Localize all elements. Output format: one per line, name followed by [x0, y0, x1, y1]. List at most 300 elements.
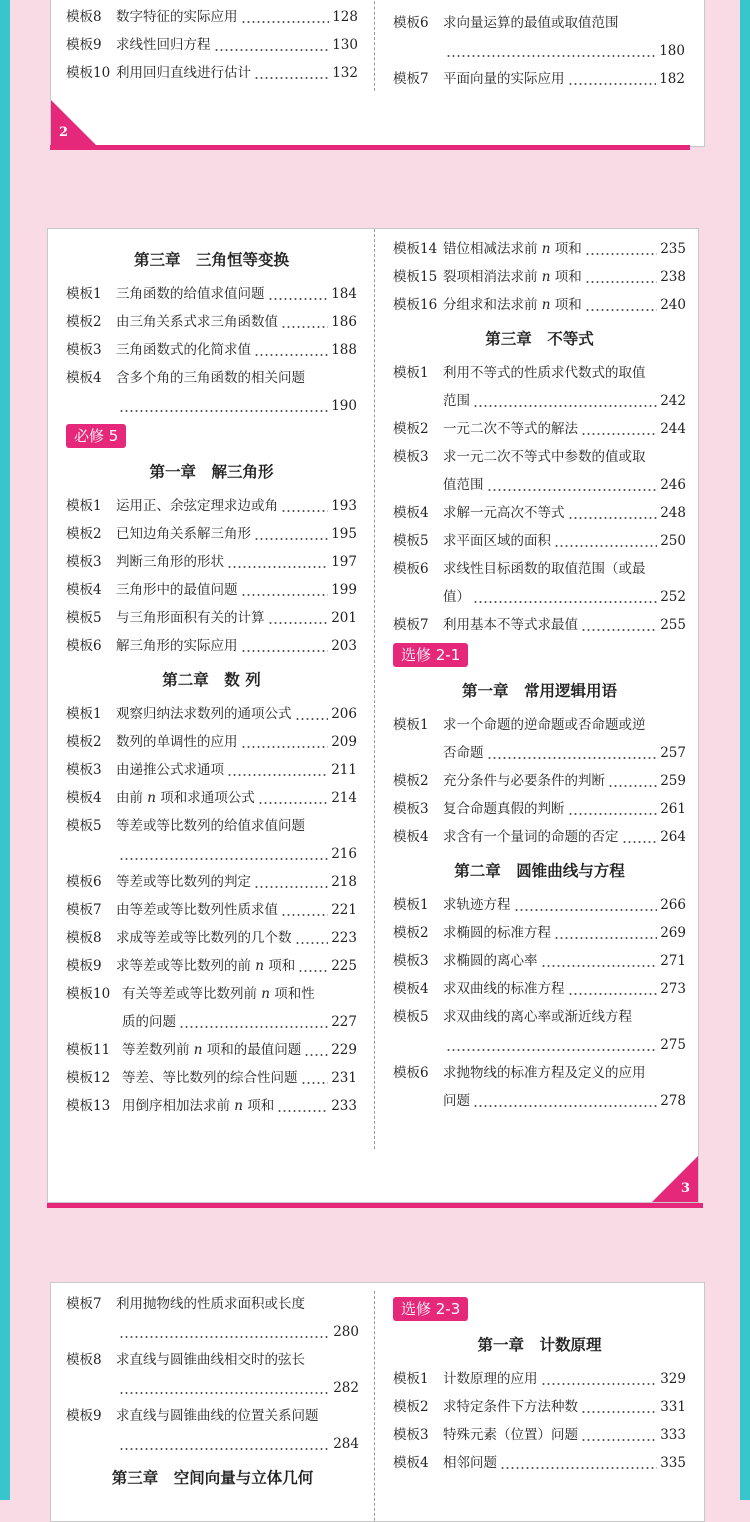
toc-entry[interactable]	[393, 359, 686, 387]
page-ref: 199	[331, 582, 357, 598]
entry-title: 与三角形面积有关的计算	[116, 610, 265, 626]
toc-entry[interactable]	[393, 767, 686, 795]
toc-entry[interactable]	[393, 65, 685, 93]
toc-entry[interactable]	[66, 952, 357, 980]
leader-dots	[304, 1036, 328, 1064]
leader-dots	[581, 1421, 657, 1449]
toc-entry[interactable]	[66, 364, 357, 392]
entry-title: 求轨迹方程	[443, 897, 511, 913]
page-ref: 211	[331, 762, 357, 778]
toc-entry[interactable]	[393, 1059, 686, 1087]
left-column	[66, 1290, 359, 1498]
toc-entry[interactable]	[66, 280, 357, 308]
section-badge: 选修 2-3	[393, 1297, 468, 1321]
toc-entry[interactable]	[66, 336, 357, 364]
entry-title: 三角形中的最值问题	[116, 582, 238, 598]
template-code: 模板7	[393, 71, 429, 87]
leader-dots	[585, 263, 657, 291]
template-code: 模板6	[66, 638, 102, 654]
template-code: 模板4	[393, 505, 429, 521]
entry-title: 有关等差或等比数列前 n 项和性	[122, 986, 315, 1002]
page-bottom-bar	[50, 145, 690, 150]
toc-entry-continuation[interactable]	[393, 387, 686, 415]
toc-entry[interactable]	[66, 1036, 357, 1064]
book-page-4	[50, 1282, 705, 1522]
entry-title: 解三角形的实际应用	[116, 638, 238, 654]
page-ref: 257	[660, 745, 686, 761]
entry-title: 由等差或等比数列性质求值	[116, 902, 278, 918]
right-edge-strip	[740, 0, 750, 1500]
section-badge: 必修 5	[66, 424, 126, 448]
toc-entry[interactable]	[66, 59, 358, 87]
page-ref: 331	[660, 1399, 686, 1415]
leader-dots	[622, 823, 658, 851]
page-ref: 280	[333, 1324, 359, 1340]
page-ref: 130	[332, 37, 358, 53]
page-ref: 193	[331, 498, 357, 514]
leader-dots	[514, 891, 658, 919]
entry-title: 求线性回归方程	[116, 37, 211, 53]
template-code: 模板2	[393, 1399, 429, 1415]
page-ref: 271	[660, 953, 686, 969]
leader-dots	[585, 291, 657, 319]
page-ref: 264	[660, 829, 686, 845]
entry-title: 值范围	[443, 477, 484, 493]
toc-entry[interactable]	[66, 520, 357, 548]
chapter-heading: 第二章 数 列	[162, 671, 261, 689]
entry-title: 用倒序相加法求前 n 项和	[122, 1098, 275, 1114]
template-code: 模板8	[66, 930, 102, 946]
template-code: 模板3	[66, 554, 102, 570]
toc-entry[interactable]	[393, 291, 686, 319]
leader-dots	[241, 3, 330, 31]
entry-title: 等差或等比数列的给值求值问题	[116, 818, 305, 834]
left-column	[66, 3, 358, 87]
toc-entry[interactable]	[393, 1421, 686, 1449]
entry-title: 否命题	[443, 745, 484, 761]
leader-dots	[241, 576, 329, 604]
toc-entry[interactable]	[393, 1449, 686, 1477]
toc-entry[interactable]	[66, 1402, 359, 1430]
page-ref: 235	[660, 241, 686, 257]
leader-dots	[500, 1449, 657, 1477]
leader-dots	[298, 952, 328, 980]
page-ref: 231	[331, 1070, 357, 1086]
leader-dots	[554, 527, 657, 555]
toc-entry-continuation[interactable]	[66, 1008, 357, 1036]
entry-title: 利用回归直线进行估计	[116, 65, 251, 81]
template-code: 模板1	[66, 286, 102, 302]
page-ref: 195	[331, 526, 357, 542]
entry-title: 由递推公式求通项	[116, 762, 224, 778]
page-ref: 275	[660, 1037, 686, 1053]
template-code: 模板11	[66, 1042, 111, 1058]
chapter-heading: 第一章 解三角形	[149, 463, 274, 481]
template-code: 模板14	[393, 241, 438, 257]
page-ref: 261	[660, 801, 686, 817]
leader-dots	[301, 1064, 329, 1092]
page-ref: 244	[660, 421, 686, 437]
template-code: 模板3	[393, 449, 429, 465]
template-code: 模板1	[393, 1371, 429, 1387]
page-ref: 252	[660, 589, 686, 605]
entry-title: 利用抛物线的性质求面积或长度	[116, 1296, 305, 1312]
entry-title: 利用基本不等式求最值	[443, 617, 578, 633]
toc-entry[interactable]	[66, 728, 357, 756]
page-bottom-bar	[47, 1203, 703, 1208]
leader-dots	[281, 492, 328, 520]
page-ref: 188	[331, 342, 357, 358]
toc-entry[interactable]	[66, 700, 357, 728]
leader-dots	[214, 31, 330, 59]
toc-entry[interactable]	[393, 823, 686, 851]
toc-entry[interactable]	[393, 1003, 686, 1031]
page-ref: 269	[660, 925, 686, 941]
leader-dots	[268, 604, 329, 632]
toc-entry[interactable]	[393, 9, 685, 37]
toc-entry[interactable]	[66, 1346, 359, 1374]
template-code: 模板6	[393, 561, 429, 577]
template-code: 模板3	[66, 342, 102, 358]
template-code: 模板15	[393, 269, 438, 285]
toc-entry-continuation[interactable]	[393, 583, 686, 611]
entry-title: 错位相减法求前 n 项和	[443, 241, 582, 257]
toc-entry[interactable]	[66, 31, 358, 59]
leader-dots	[277, 1092, 328, 1120]
page-ref: 259	[660, 773, 686, 789]
entry-title: 数字特征的实际应用	[116, 9, 238, 25]
leader-dots	[568, 795, 658, 823]
leader-dots	[487, 739, 658, 767]
toc-entry[interactable]	[66, 812, 357, 840]
toc-entry-continuation[interactable]	[66, 840, 357, 868]
template-code: 模板3	[393, 801, 429, 817]
page-ref: 282	[333, 1380, 359, 1396]
toc-entry[interactable]	[66, 492, 357, 520]
leader-dots	[227, 548, 328, 576]
section-badge-wrap	[393, 1293, 686, 1325]
page-ref: 273	[660, 981, 686, 997]
entry-title: 含多个角的三角函数的相关问题	[116, 370, 305, 386]
toc-entry-continuation[interactable]	[66, 392, 357, 420]
template-code: 模板8	[66, 9, 102, 25]
toc-entry[interactable]	[66, 896, 357, 924]
leader-dots	[268, 280, 329, 308]
entry-title: 求双曲线的标准方程	[443, 981, 565, 997]
entry-title: 裂项相消法求前 n 项和	[443, 269, 582, 285]
page-ref: 132	[332, 65, 358, 81]
page-ref: 246	[660, 477, 686, 493]
entry-title: 由三角关系式求三角函数值	[116, 314, 278, 330]
entry-title: 相邻问题	[443, 1455, 497, 1471]
page-ref: 229	[331, 1042, 357, 1058]
page-ref: 278	[660, 1093, 686, 1109]
entry-title: 求一个命题的逆命题或否命题或逆	[443, 717, 646, 733]
template-code: 模板1	[393, 897, 429, 913]
template-code: 模板1	[66, 706, 102, 722]
column-divider	[374, 229, 375, 1149]
page-ref: 190	[331, 398, 357, 414]
toc-entry[interactable]	[393, 235, 686, 263]
toc-entry-continuation[interactable]	[66, 1374, 359, 1402]
page-ref: 240	[660, 297, 686, 313]
toc-entry[interactable]	[66, 756, 357, 784]
template-code: 模板5	[393, 1009, 429, 1025]
entry-title: 等差或等比数列的判定	[116, 874, 251, 890]
leader-dots	[295, 924, 329, 952]
toc-entry[interactable]	[393, 919, 686, 947]
page-ref: 266	[660, 897, 686, 913]
template-code: 模板13	[66, 1098, 111, 1114]
entry-title: 求椭圆的离心率	[443, 953, 538, 969]
page-ref: 333	[660, 1427, 686, 1443]
chapter-heading: 第三章 不等式	[485, 330, 594, 348]
section-badge-wrap	[66, 420, 357, 452]
entry-title: 求平面区域的面积	[443, 533, 551, 549]
template-code: 模板4	[66, 370, 102, 386]
toc-entry-continuation[interactable]	[393, 739, 686, 767]
page-ref: 223	[331, 930, 357, 946]
page-ref: 218	[331, 874, 357, 890]
toc-entry-continuation[interactable]	[393, 1087, 686, 1115]
toc-entry[interactable]	[393, 711, 686, 739]
entry-title: 求向量运算的最值或取值范围	[443, 15, 619, 31]
right-column	[393, 235, 686, 1115]
toc-entry-continuation[interactable]	[393, 1031, 686, 1059]
entry-title: 求椭圆的标准方程	[443, 925, 551, 941]
template-code: 模板16	[393, 297, 438, 313]
chapter-heading: 第一章 计数原理	[477, 1336, 602, 1354]
column-divider	[374, 0, 375, 91]
page-ref: 227	[331, 1014, 357, 1030]
entry-title: 由前 n 项和求通项公式	[116, 790, 255, 806]
entry-title: 求抛物线的标准方程及定义的应用	[443, 1065, 646, 1081]
leader-dots	[254, 336, 328, 364]
page-ref: 329	[660, 1371, 686, 1387]
toc-entry[interactable]	[66, 980, 357, 1008]
page-number: 3	[680, 1181, 690, 1196]
template-code: 模板2	[393, 925, 429, 941]
leader-dots	[119, 392, 328, 420]
entry-title: 求线性目标函数的取值范围（或最	[443, 561, 646, 577]
entry-title: 复合命题真假的判断	[443, 801, 565, 817]
template-code: 模板6	[393, 1065, 429, 1081]
page-ref: 184	[331, 286, 357, 302]
template-code: 模板4	[66, 582, 102, 598]
entry-title: 三角函数式的化简求值	[116, 342, 251, 358]
chapter-heading: 第三章 三角恒等变换	[133, 251, 289, 269]
entry-title: 数列的单调性的应用	[116, 734, 238, 750]
page-ref: 221	[331, 902, 357, 918]
entry-title: 求直线与圆锥曲线的位置关系问题	[116, 1408, 319, 1424]
template-code: 模板9	[66, 37, 102, 53]
page-ref: 233	[331, 1098, 357, 1114]
leader-dots	[568, 499, 658, 527]
book-page-2	[50, 0, 705, 147]
entry-title: 利用不等式的性质求代数式的取值	[443, 365, 646, 381]
entry-title: 问题	[443, 1093, 470, 1109]
page-ref: 128	[332, 9, 358, 25]
toc-entry-continuation[interactable]	[66, 1430, 359, 1458]
entry-title: 分组求和法求前 n 项和	[443, 297, 582, 313]
leader-dots	[254, 59, 329, 87]
leader-dots	[119, 1318, 330, 1346]
template-code: 模板5	[393, 533, 429, 549]
section-badge-wrap	[393, 639, 686, 671]
leader-dots	[473, 387, 657, 415]
leader-dots	[227, 756, 328, 784]
entry-title: 已知边角关系解三角形	[116, 526, 251, 542]
page-ref: 216	[331, 846, 357, 862]
leader-dots	[281, 896, 328, 924]
toc-entry[interactable]	[66, 576, 357, 604]
entry-title: 求直线与圆锥曲线相交时的弦长	[116, 1352, 305, 1368]
leader-dots	[581, 1393, 657, 1421]
template-code: 模板3	[66, 762, 102, 778]
leader-dots	[473, 583, 657, 611]
page-ref: 248	[660, 505, 686, 521]
template-code: 模板2	[66, 314, 102, 330]
leader-dots	[179, 1008, 328, 1036]
page-ref: 182	[659, 71, 685, 87]
entry-title: 求双曲线的离心率或渐近线方程	[443, 1009, 632, 1025]
template-code: 模板7	[66, 1296, 102, 1312]
chapter-heading: 第一章 常用逻辑用语	[461, 682, 617, 700]
leader-dots	[568, 65, 657, 93]
page-ref: 209	[331, 734, 357, 750]
toc-entry-continuation[interactable]	[393, 37, 685, 65]
leader-dots	[119, 840, 328, 868]
leader-dots	[541, 947, 658, 975]
toc-entry[interactable]	[393, 1365, 686, 1393]
template-code: 模板4	[393, 981, 429, 997]
toc-entry[interactable]	[393, 795, 686, 823]
leader-dots	[254, 868, 328, 896]
leader-dots	[446, 37, 656, 65]
toc-entry[interactable]	[393, 975, 686, 1003]
toc-entry[interactable]	[66, 632, 357, 660]
template-code: 模板1	[393, 365, 429, 381]
chapter-heading: 第三章 空间向量与立体几何	[111, 1469, 314, 1487]
toc-entry[interactable]	[66, 1064, 357, 1092]
leader-dots	[241, 728, 329, 756]
entry-title: 求解一元高次不等式	[443, 505, 565, 521]
leader-dots	[295, 700, 329, 728]
toc-entry[interactable]	[66, 548, 357, 576]
page-ref: 250	[660, 533, 686, 549]
entry-title: 等差、等比数列的综合性问题	[122, 1070, 298, 1086]
entry-title: 等差数列前 n 项和的最值问题	[122, 1042, 302, 1058]
toc-entry[interactable]	[66, 1092, 357, 1120]
toc-entry[interactable]	[393, 263, 686, 291]
toc-entry[interactable]	[393, 1393, 686, 1421]
page-ref: 197	[331, 554, 357, 570]
left-column	[66, 240, 357, 1120]
page-ref: 238	[660, 269, 686, 285]
template-code: 模板6	[66, 874, 102, 890]
page-ref: 180	[659, 43, 685, 59]
chapter-heading: 第二章 圆锥曲线与方程	[454, 862, 625, 880]
template-code: 模板10	[66, 65, 111, 81]
toc-entry[interactable]	[66, 604, 357, 632]
entry-title: 特殊元素（位置）问题	[443, 1427, 578, 1443]
entry-title: 平面向量的实际应用	[443, 71, 565, 87]
template-code: 模板12	[66, 1070, 111, 1086]
toc-entry-continuation[interactable]	[66, 1318, 359, 1346]
toc-entry[interactable]	[393, 499, 686, 527]
leader-dots	[568, 975, 658, 1003]
left-edge-strip	[0, 0, 10, 1500]
leader-dots	[473, 1087, 657, 1115]
entry-title: 三角函数的给值求值问题	[116, 286, 265, 302]
template-code: 模板2	[66, 526, 102, 542]
entry-title: 观察归纳法求数列的通项公式	[116, 706, 292, 722]
entry-title: 值）	[443, 589, 470, 605]
page-ref: 206	[331, 706, 357, 722]
toc-entry[interactable]	[393, 527, 686, 555]
section-badge: 选修 2-1	[393, 643, 468, 667]
template-code: 模板5	[66, 610, 102, 626]
toc-entry[interactable]	[393, 555, 686, 583]
page-ref: 284	[333, 1436, 359, 1452]
toc-entry[interactable]	[66, 308, 357, 336]
entry-title: 求等差或等比数列的前 n 项和	[116, 958, 296, 974]
template-code: 模板4	[393, 1455, 429, 1471]
page-ref: 225	[331, 958, 357, 974]
page-ref: 255	[660, 617, 686, 633]
template-code: 模板5	[66, 818, 102, 834]
entry-title: 范围	[443, 393, 470, 409]
template-code: 模板2	[393, 421, 429, 437]
template-code: 模板7	[66, 902, 102, 918]
toc-entry[interactable]	[66, 1290, 359, 1318]
toc-entry[interactable]	[393, 443, 686, 471]
leader-dots	[487, 471, 658, 499]
leader-dots	[119, 1430, 330, 1458]
toc-entry[interactable]	[66, 924, 357, 952]
toc-entry[interactable]	[66, 784, 357, 812]
entry-title: 一元二次不等式的解法	[443, 421, 578, 437]
toc-entry-continuation[interactable]	[393, 471, 686, 499]
leader-dots	[554, 919, 657, 947]
toc-entry[interactable]	[393, 891, 686, 919]
leader-dots	[254, 520, 328, 548]
template-code: 模板10	[66, 986, 111, 1002]
right-column	[393, 1293, 686, 1477]
entry-title: 计数原理的应用	[443, 1371, 538, 1387]
leader-dots	[281, 308, 328, 336]
template-code: 模板3	[393, 953, 429, 969]
toc-entry[interactable]	[66, 868, 357, 896]
template-code: 模板4	[66, 790, 102, 806]
right-column	[393, 9, 685, 93]
page-ref: 203	[331, 638, 357, 654]
leader-dots	[241, 632, 329, 660]
toc-entry[interactable]	[393, 415, 686, 443]
toc-entry[interactable]	[66, 3, 358, 31]
toc-entry[interactable]	[393, 611, 686, 639]
entry-title: 求含有一个量词的命题的否定	[443, 829, 619, 845]
column-divider	[374, 1291, 375, 1522]
template-code: 模板1	[393, 717, 429, 733]
toc-entry[interactable]	[393, 947, 686, 975]
page-corner-triangle	[652, 1156, 698, 1202]
leader-dots	[446, 1031, 657, 1059]
page-ref: 186	[331, 314, 357, 330]
page-ref: 335	[660, 1455, 686, 1471]
template-code: 模板2	[66, 734, 102, 750]
leader-dots	[608, 767, 657, 795]
